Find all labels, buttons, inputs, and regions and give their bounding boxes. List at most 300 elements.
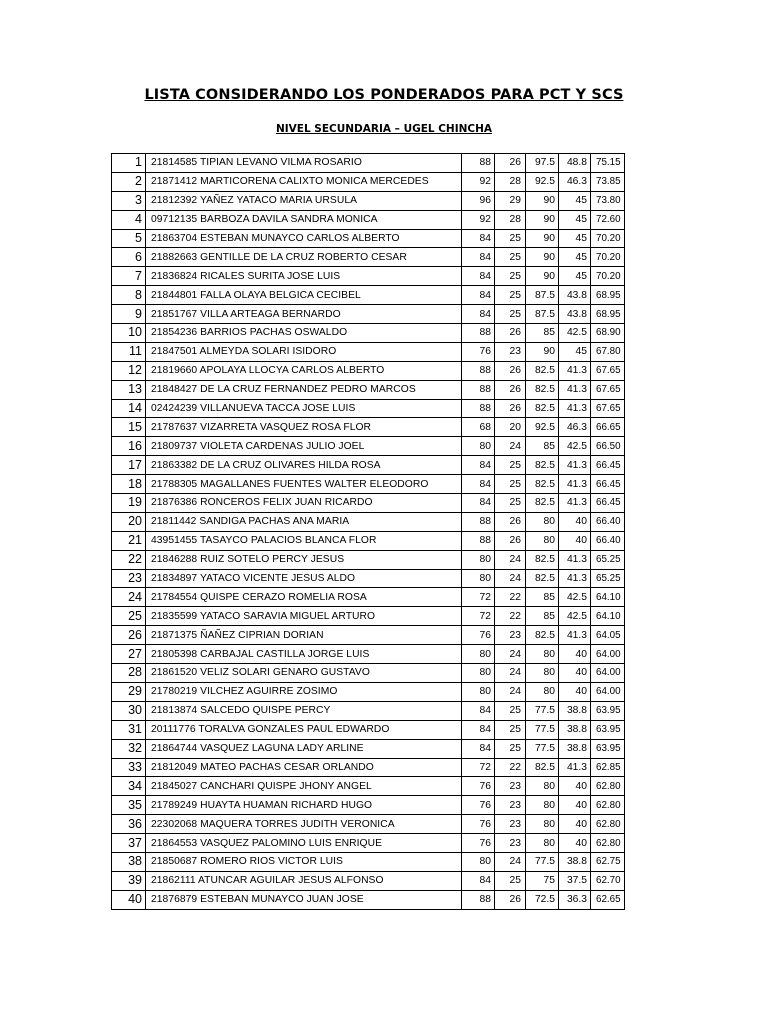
score-c-cell: 82.5 — [526, 475, 559, 494]
document-subtitle: NIVEL SECUNDARIA – UGEL CHINCHA — [275, 123, 493, 135]
score-a-cell: 84 — [462, 701, 495, 720]
final-score-cell: 63.95 — [591, 701, 625, 720]
table-row — [112, 229, 625, 248]
teacher-name-cell: 21845027 CANCHARI QUISPE JHONY ANGEL — [146, 777, 462, 796]
score-b-cell: 26 — [495, 380, 526, 399]
table-row — [112, 664, 625, 683]
score-d-cell: 41.3 — [559, 626, 591, 645]
score-c-cell: 90 — [526, 267, 559, 286]
score-c-cell: 77.5 — [526, 701, 559, 720]
score-a-cell: 76 — [462, 777, 495, 796]
final-score-cell: 66.45 — [591, 475, 625, 494]
final-score-cell: 68.95 — [591, 305, 625, 324]
row-number-cell: 19 — [112, 494, 146, 513]
teacher-name-cell: 21851767 VILLA ARTEAGA BERNARDO — [146, 305, 462, 324]
teacher-name-cell: 21850687 ROMERO RIOS VICTOR LUIS — [146, 852, 462, 871]
score-c-cell: 90 — [526, 342, 559, 361]
row-number-cell: 25 — [112, 607, 146, 626]
table-row — [112, 569, 625, 588]
score-c-cell: 80 — [526, 682, 559, 701]
table-row — [112, 815, 625, 834]
score-d-cell: 45 — [559, 229, 591, 248]
final-score-cell: 64.00 — [591, 664, 625, 683]
row-number-cell: 7 — [112, 267, 146, 286]
row-number-cell: 9 — [112, 305, 146, 324]
score-d-cell: 40 — [559, 664, 591, 683]
table-row — [112, 305, 625, 324]
final-score-cell: 65.25 — [591, 569, 625, 588]
score-a-cell: 88 — [462, 324, 495, 343]
teacher-name-cell: 21862111 ATUNCAR AGUILAR JESUS ALFONSO — [146, 871, 462, 890]
score-d-cell: 41.3 — [559, 475, 591, 494]
score-a-cell: 84 — [462, 286, 495, 305]
final-score-cell: 66.45 — [591, 494, 625, 513]
row-number-cell: 10 — [112, 324, 146, 343]
score-c-cell: 92.5 — [526, 172, 559, 191]
final-score-cell: 62.80 — [591, 777, 625, 796]
teacher-name-cell: 21871412 MARTICORENA CALIXTO MONICA MERCEDES — [146, 172, 462, 191]
row-number-cell: 37 — [112, 834, 146, 853]
score-c-cell: 77.5 — [526, 852, 559, 871]
final-score-cell: 67.65 — [591, 380, 625, 399]
final-score-cell: 64.10 — [591, 607, 625, 626]
table-row — [112, 720, 625, 739]
score-b-cell: 23 — [495, 777, 526, 796]
score-b-cell: 28 — [495, 172, 526, 191]
row-number-cell: 28 — [112, 664, 146, 683]
score-b-cell: 25 — [495, 494, 526, 513]
table-row — [112, 758, 625, 777]
score-d-cell: 45 — [559, 342, 591, 361]
teacher-name-cell: 21814585 TIPIAN LEVANO VILMA ROSARIO — [146, 154, 462, 173]
final-score-cell: 66.50 — [591, 437, 625, 456]
score-c-cell: 82.5 — [526, 758, 559, 777]
row-number-cell: 17 — [112, 456, 146, 475]
table-row — [112, 871, 625, 890]
table-row — [112, 834, 625, 853]
score-b-cell: 25 — [495, 305, 526, 324]
teacher-name-cell: 21844801 FALLA OLAYA BELGICA CECIBEL — [146, 286, 462, 305]
row-number-cell: 21 — [112, 531, 146, 550]
teacher-name-cell: 21788305 MAGALLANES FUENTES WALTER ELEODORO — [146, 475, 462, 494]
teacher-name-cell: 21847501 ALMEYDA SOLARI ISIDORO — [146, 342, 462, 361]
final-score-cell: 62.80 — [591, 796, 625, 815]
score-d-cell: 38.8 — [559, 852, 591, 871]
score-c-cell: 82.5 — [526, 456, 559, 475]
row-number-cell: 15 — [112, 418, 146, 437]
score-a-cell: 76 — [462, 834, 495, 853]
score-c-cell: 82.5 — [526, 380, 559, 399]
teacher-name-cell: 21813874 SALCEDO QUISPE PERCY — [146, 701, 462, 720]
score-a-cell: 84 — [462, 475, 495, 494]
table-row — [112, 607, 625, 626]
score-b-cell: 26 — [495, 324, 526, 343]
score-c-cell: 80 — [526, 777, 559, 796]
score-c-cell: 82.5 — [526, 494, 559, 513]
row-number-cell: 4 — [112, 210, 146, 229]
final-score-cell: 72.60 — [591, 210, 625, 229]
score-a-cell: 88 — [462, 154, 495, 173]
score-d-cell: 38.8 — [559, 701, 591, 720]
teacher-name-cell: 21861520 VELIZ SOLARI GENARO GUSTAVO — [146, 664, 462, 683]
score-d-cell: 40 — [559, 815, 591, 834]
score-a-cell: 88 — [462, 399, 495, 418]
score-b-cell: 26 — [495, 512, 526, 531]
score-b-cell: 25 — [495, 248, 526, 267]
score-a-cell: 92 — [462, 210, 495, 229]
score-b-cell: 25 — [495, 701, 526, 720]
table-row — [112, 701, 625, 720]
score-b-cell: 22 — [495, 758, 526, 777]
final-score-cell: 62.80 — [591, 834, 625, 853]
row-number-cell: 6 — [112, 248, 146, 267]
table-row — [112, 531, 625, 550]
score-a-cell: 80 — [462, 852, 495, 871]
row-number-cell: 32 — [112, 739, 146, 758]
score-a-cell: 92 — [462, 172, 495, 191]
table-row — [112, 324, 625, 343]
score-b-cell: 24 — [495, 852, 526, 871]
row-number-cell: 14 — [112, 399, 146, 418]
score-d-cell: 45 — [559, 191, 591, 210]
row-number-cell: 24 — [112, 588, 146, 607]
row-number-cell: 29 — [112, 682, 146, 701]
score-a-cell: 88 — [462, 890, 495, 909]
score-c-cell: 80 — [526, 531, 559, 550]
row-number-cell: 20 — [112, 512, 146, 531]
ranking-table — [111, 153, 625, 910]
teacher-name-cell: 20111776 TORALVA GONZALES PAUL EDWARDO — [146, 720, 462, 739]
table-row — [112, 286, 625, 305]
teacher-name-cell: 21876386 RONCEROS FELIX JUAN RICARDO — [146, 494, 462, 513]
row-number-cell: 22 — [112, 550, 146, 569]
final-score-cell: 66.40 — [591, 512, 625, 531]
row-number-cell: 2 — [112, 172, 146, 191]
teacher-name-cell: 21882663 GENTILLE DE LA CRUZ ROBERTO CESAR — [146, 248, 462, 267]
score-c-cell: 97.5 — [526, 154, 559, 173]
teacher-name-cell: 21836824 RICALES SURITA JOSE LUIS — [146, 267, 462, 286]
score-c-cell: 80 — [526, 512, 559, 531]
score-d-cell: 40 — [559, 796, 591, 815]
score-b-cell: 28 — [495, 210, 526, 229]
table-row — [112, 588, 625, 607]
final-score-cell: 67.80 — [591, 342, 625, 361]
score-c-cell: 90 — [526, 210, 559, 229]
teacher-name-cell: 22302068 MAQUERA TORRES JUDITH VERONICA — [146, 815, 462, 834]
table-row — [112, 456, 625, 475]
row-number-cell: 35 — [112, 796, 146, 815]
row-number-cell: 40 — [112, 890, 146, 909]
final-score-cell: 67.65 — [591, 399, 625, 418]
score-c-cell: 80 — [526, 796, 559, 815]
row-number-cell: 34 — [112, 777, 146, 796]
row-number-cell: 30 — [112, 701, 146, 720]
score-b-cell: 24 — [495, 437, 526, 456]
final-score-cell: 70.20 — [591, 267, 625, 286]
final-score-cell: 75.15 — [591, 154, 625, 173]
score-d-cell: 41.3 — [559, 380, 591, 399]
table-row — [112, 418, 625, 437]
teacher-name-cell: 21780219 VILCHEZ AGUIRRE ZOSIMO — [146, 682, 462, 701]
table-row — [112, 361, 625, 380]
score-b-cell: 23 — [495, 815, 526, 834]
score-c-cell: 72.5 — [526, 890, 559, 909]
score-a-cell: 84 — [462, 739, 495, 758]
score-d-cell: 41.3 — [559, 456, 591, 475]
score-a-cell: 80 — [462, 550, 495, 569]
score-b-cell: 25 — [495, 286, 526, 305]
row-number-cell: 13 — [112, 380, 146, 399]
teacher-name-cell: 21811442 SANDIGA PACHAS ANA MARIA — [146, 512, 462, 531]
score-c-cell: 85 — [526, 607, 559, 626]
score-a-cell: 88 — [462, 380, 495, 399]
score-d-cell: 40 — [559, 682, 591, 701]
row-number-cell: 18 — [112, 475, 146, 494]
score-d-cell: 42.5 — [559, 607, 591, 626]
score-b-cell: 26 — [495, 531, 526, 550]
score-d-cell: 45 — [559, 210, 591, 229]
row-number-cell: 12 — [112, 361, 146, 380]
score-a-cell: 76 — [462, 815, 495, 834]
final-score-cell: 64.05 — [591, 626, 625, 645]
table-row — [112, 512, 625, 531]
score-b-cell: 25 — [495, 871, 526, 890]
final-score-cell: 70.20 — [591, 229, 625, 248]
score-d-cell: 43.8 — [559, 305, 591, 324]
score-d-cell: 37.5 — [559, 871, 591, 890]
table-row — [112, 475, 625, 494]
final-score-cell: 63.95 — [591, 739, 625, 758]
score-c-cell: 85 — [526, 588, 559, 607]
score-c-cell: 82.5 — [526, 626, 559, 645]
row-number-cell: 23 — [112, 569, 146, 588]
teacher-name-cell: 21835599 YATACO SARAVIA MIGUEL ARTURO — [146, 607, 462, 626]
table-row — [112, 154, 625, 173]
score-a-cell: 76 — [462, 796, 495, 815]
teacher-name-cell: 21876879 ESTEBAN MUNAYCO JUAN JOSE — [146, 890, 462, 909]
row-number-cell: 33 — [112, 758, 146, 777]
table-row — [112, 550, 625, 569]
final-score-cell: 65.25 — [591, 550, 625, 569]
table-row — [112, 494, 625, 513]
final-score-cell: 64.10 — [591, 588, 625, 607]
score-b-cell: 25 — [495, 739, 526, 758]
table-row — [112, 645, 625, 664]
score-a-cell: 84 — [462, 305, 495, 324]
final-score-cell: 62.70 — [591, 871, 625, 890]
table-row — [112, 890, 625, 909]
row-number-cell: 36 — [112, 815, 146, 834]
score-c-cell: 75 — [526, 871, 559, 890]
table-row — [112, 777, 625, 796]
score-c-cell: 82.5 — [526, 550, 559, 569]
table-row — [112, 172, 625, 191]
score-a-cell: 80 — [462, 645, 495, 664]
score-a-cell: 80 — [462, 664, 495, 683]
table-row — [112, 380, 625, 399]
teacher-name-cell: 21805398 CARBAJAL CASTILLA JORGE LUIS — [146, 645, 462, 664]
final-score-cell: 63.95 — [591, 720, 625, 739]
row-number-cell: 8 — [112, 286, 146, 305]
score-d-cell: 38.8 — [559, 739, 591, 758]
score-d-cell: 41.3 — [559, 399, 591, 418]
final-score-cell: 66.40 — [591, 531, 625, 550]
score-c-cell: 80 — [526, 815, 559, 834]
score-b-cell: 24 — [495, 682, 526, 701]
teacher-name-cell: 21789249 HUAYTA HUAMAN RICHARD HUGO — [146, 796, 462, 815]
teacher-name-cell: 21787637 VIZARRETA VASQUEZ ROSA FLOR — [146, 418, 462, 437]
table-row — [112, 267, 625, 286]
final-score-cell: 66.65 — [591, 418, 625, 437]
score-a-cell: 72 — [462, 607, 495, 626]
ranking-table-body — [112, 154, 625, 910]
score-d-cell: 45 — [559, 267, 591, 286]
score-c-cell: 82.5 — [526, 361, 559, 380]
score-c-cell: 82.5 — [526, 569, 559, 588]
row-number-cell: 5 — [112, 229, 146, 248]
final-score-cell: 66.45 — [591, 456, 625, 475]
score-d-cell: 38.8 — [559, 720, 591, 739]
score-b-cell: 25 — [495, 720, 526, 739]
score-d-cell: 41.3 — [559, 569, 591, 588]
score-d-cell: 41.3 — [559, 758, 591, 777]
teacher-name-cell: 09712135 BARBOZA DAVILA SANDRA MONICA — [146, 210, 462, 229]
score-d-cell: 36.3 — [559, 890, 591, 909]
final-score-cell: 62.80 — [591, 815, 625, 834]
teacher-name-cell: 21848427 DE LA CRUZ FERNANDEZ PEDRO MARCOS — [146, 380, 462, 399]
score-a-cell: 84 — [462, 494, 495, 513]
row-number-cell: 39 — [112, 871, 146, 890]
row-number-cell: 1 — [112, 154, 146, 173]
score-c-cell: 92.5 — [526, 418, 559, 437]
teacher-name-cell: 21812392 YAÑEZ YATACO MARIA URSULA — [146, 191, 462, 210]
score-b-cell: 29 — [495, 191, 526, 210]
score-d-cell: 43.8 — [559, 286, 591, 305]
score-a-cell: 68 — [462, 418, 495, 437]
row-number-cell: 27 — [112, 645, 146, 664]
score-d-cell: 41.3 — [559, 494, 591, 513]
score-c-cell: 87.5 — [526, 305, 559, 324]
score-b-cell: 22 — [495, 607, 526, 626]
score-b-cell: 26 — [495, 399, 526, 418]
score-b-cell: 26 — [495, 361, 526, 380]
score-b-cell: 22 — [495, 588, 526, 607]
final-score-cell: 68.90 — [591, 324, 625, 343]
score-b-cell: 25 — [495, 267, 526, 286]
teacher-name-cell: 21784554 QUISPE CERAZO ROMELIA ROSA — [146, 588, 462, 607]
score-a-cell: 84 — [462, 456, 495, 475]
score-a-cell: 84 — [462, 720, 495, 739]
score-d-cell: 42.5 — [559, 437, 591, 456]
row-number-cell: 31 — [112, 720, 146, 739]
score-b-cell: 23 — [495, 626, 526, 645]
teacher-name-cell: 21812049 MATEO PACHAS CESAR ORLANDO — [146, 758, 462, 777]
table-row — [112, 626, 625, 645]
score-a-cell: 88 — [462, 531, 495, 550]
table-row — [112, 399, 625, 418]
score-d-cell: 48.8 — [559, 154, 591, 173]
score-a-cell: 84 — [462, 267, 495, 286]
row-number-cell: 11 — [112, 342, 146, 361]
row-number-cell: 38 — [112, 852, 146, 871]
score-b-cell: 23 — [495, 342, 526, 361]
score-b-cell: 26 — [495, 890, 526, 909]
score-a-cell: 76 — [462, 626, 495, 645]
table-row — [112, 191, 625, 210]
score-c-cell: 85 — [526, 437, 559, 456]
final-score-cell: 64.00 — [591, 645, 625, 664]
score-c-cell: 90 — [526, 191, 559, 210]
score-d-cell: 40 — [559, 512, 591, 531]
score-b-cell: 25 — [495, 229, 526, 248]
teacher-name-cell: 21864553 VASQUEZ PALOMINO LUIS ENRIQUE — [146, 834, 462, 853]
teacher-name-cell: 21834897 YATACO VICENTE JESUS ALDO — [146, 569, 462, 588]
teacher-name-cell: 21809737 VIOLETA CARDENAS JULIO JOEL — [146, 437, 462, 456]
score-c-cell: 85 — [526, 324, 559, 343]
score-a-cell: 72 — [462, 588, 495, 607]
final-score-cell: 67.65 — [591, 361, 625, 380]
score-d-cell: 40 — [559, 531, 591, 550]
table-row — [112, 796, 625, 815]
final-score-cell: 68.95 — [591, 286, 625, 305]
score-a-cell: 88 — [462, 361, 495, 380]
score-d-cell: 40 — [559, 834, 591, 853]
score-b-cell: 25 — [495, 475, 526, 494]
row-number-cell: 16 — [112, 437, 146, 456]
score-a-cell: 96 — [462, 191, 495, 210]
score-a-cell: 72 — [462, 758, 495, 777]
teacher-name-cell: 21863704 ESTEBAN MUNAYCO CARLOS ALBERTO — [146, 229, 462, 248]
score-b-cell: 24 — [495, 569, 526, 588]
score-b-cell: 26 — [495, 154, 526, 173]
score-a-cell: 80 — [462, 569, 495, 588]
score-c-cell: 80 — [526, 834, 559, 853]
score-c-cell: 90 — [526, 248, 559, 267]
teacher-name-cell: 21864744 VASQUEZ LAGUNA LADY ARLINE — [146, 739, 462, 758]
score-b-cell: 23 — [495, 834, 526, 853]
score-b-cell: 25 — [495, 456, 526, 475]
final-score-cell: 70.20 — [591, 248, 625, 267]
teacher-name-cell: 21854236 BARRIOS PACHAS OSWALDO — [146, 324, 462, 343]
score-d-cell: 46.3 — [559, 418, 591, 437]
table-row — [112, 852, 625, 871]
teacher-name-cell: 02424239 VILLANUEVA TACCA JOSE LUIS — [146, 399, 462, 418]
score-b-cell: 24 — [495, 550, 526, 569]
table-row — [112, 248, 625, 267]
teacher-name-cell: 21846288 RUIZ SOTELO PERCY JESUS — [146, 550, 462, 569]
score-b-cell: 23 — [495, 796, 526, 815]
score-d-cell: 42.5 — [559, 588, 591, 607]
score-a-cell: 80 — [462, 682, 495, 701]
score-a-cell: 80 — [462, 437, 495, 456]
score-a-cell: 76 — [462, 342, 495, 361]
row-number-cell: 3 — [112, 191, 146, 210]
score-d-cell: 46.3 — [559, 172, 591, 191]
score-d-cell: 41.3 — [559, 550, 591, 569]
final-score-cell: 62.65 — [591, 890, 625, 909]
score-d-cell: 42.5 — [559, 324, 591, 343]
teacher-name-cell: 21871375 ÑAÑEZ CIPRIAN DORIAN — [146, 626, 462, 645]
score-c-cell: 80 — [526, 664, 559, 683]
score-b-cell: 20 — [495, 418, 526, 437]
teacher-name-cell: 21863382 DE LA CRUZ OLIVARES HILDA ROSA — [146, 456, 462, 475]
score-d-cell: 41.3 — [559, 361, 591, 380]
table-row — [112, 682, 625, 701]
final-score-cell: 73.85 — [591, 172, 625, 191]
table-row — [112, 437, 625, 456]
final-score-cell: 62.85 — [591, 758, 625, 777]
final-score-cell: 64.00 — [591, 682, 625, 701]
